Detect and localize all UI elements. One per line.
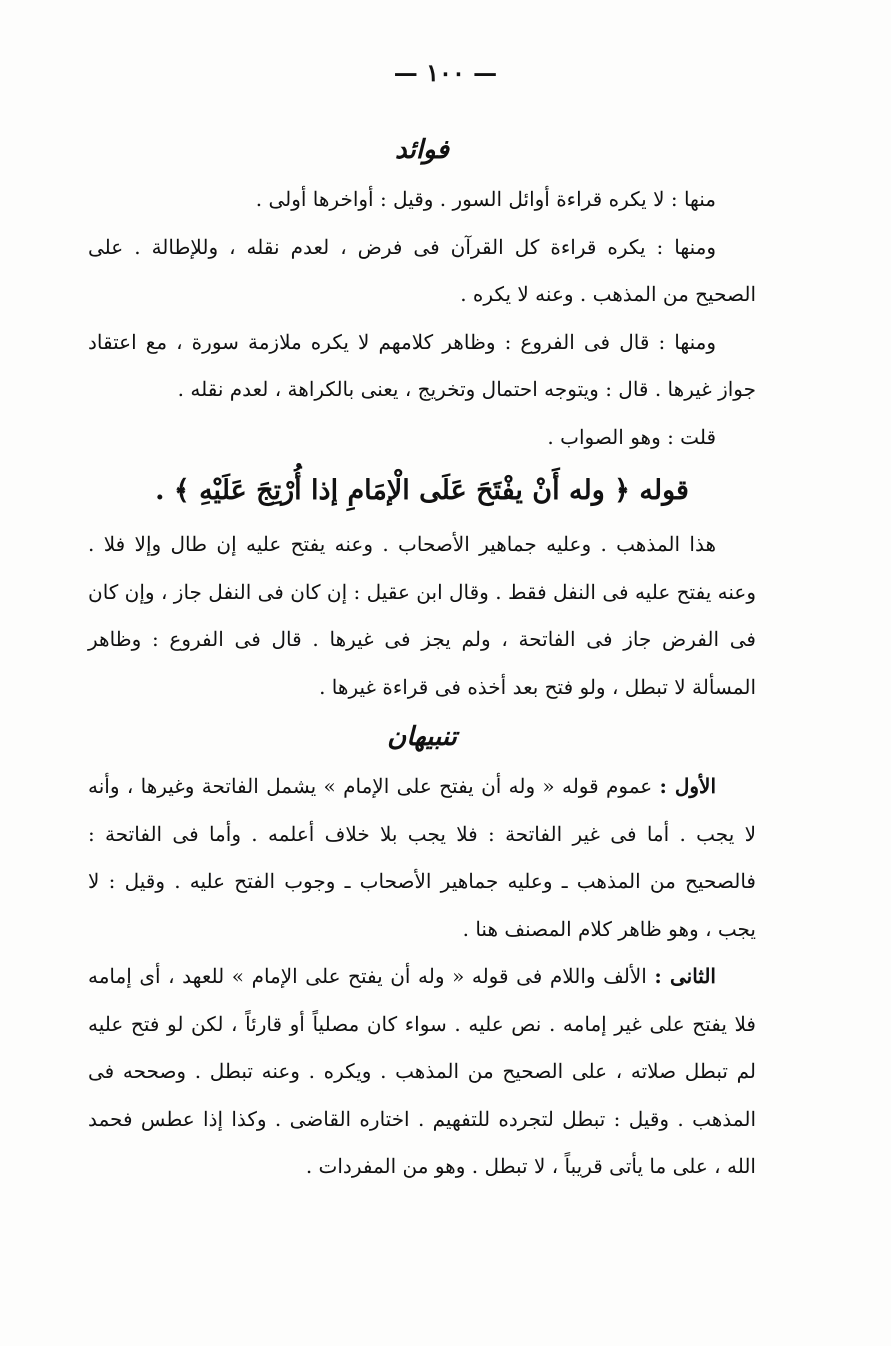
paragraph-5: هذا المذهب . وعليه جماهير الأصحاب . وعنه يفتح عليه إن طال وإلا فلا . وعنه يفتح عليه فى النفل فقط . وقال ابن عقيل : إن كان فى النفل جاز ، وإن كان فى الفرض جاز فى الفاتحة ، ولم يجز فى غيرها . قال فى الفروع : وظاهر المسألة لا تبطل ، ولو فتح بعد أخذه فى قراءة غيرها .: [88, 532, 756, 699]
page-number: — ١٠٠ —: [393, 58, 498, 87]
section-heading-tanbihan: تنبيهان: [387, 722, 457, 752]
paragraph-awwal-text: عموم قوله « وله أن يفتح على الإمام » يشمل الفاتحة وغيرها ، وأنه لا يجب . أما فى غير الفاتحة : فلا يجب بلا خلاف أعلمه . وأما فى الفاتحة : فالصحيح من المذهب ـ وعليه جماهير الأصحاب ـ وجوب الفتح عليه . وقيل : لا يجب ، وهو ظاهر كلام المصنف هنا .: [88, 774, 756, 941]
paragraph-3: ومنها : قال فى الفروع : وظاهر كلامهم لا يكره ملازمة سورة ، مع اعتقاد جواز غيرها . قال : ويتوجه احتمال وتخريج ، يعنى بالكراهة ، لعدم نقله .: [88, 329, 756, 401]
section-heading-fawaid: فوائد: [395, 135, 449, 165]
paragraph-thani: [88, 953, 756, 1191]
paragraph-4: قلت : وهو الصواب .: [547, 424, 716, 449]
quoted-verse: قوله ﴿ وله أَنْ يفْتَحَ عَلَى الْإمَامِ إذا أُرْتِجَ عَلَيْهِ ﴾ .: [155, 475, 689, 506]
paragraph-1: منها : لا يكره قراءة أوائل السور . وقيل : أواخرها أولى .: [255, 187, 716, 211]
paragraph-thani-text: الألف واللام فى قوله « وله أن يفتح على الإمام » للعهد ، أى إمامه فلا يفتح على غير إمامه . نص عليه . سواء كان مصلياً أو قارئاً ، لكن لو فتح عليه لم تبطل صلاته ، على الصحيح من المذهب . ويكره . وعنه تبطل . وصححه فى المذهب . وقيل : تبطل لتجرده للتفهيم . اختاره القاضى . وكذا إذا عطس فحمد الله ، على ما يأتى قريباً ، لا تبطل . وهو من المفردات .: [88, 964, 756, 1178]
paragraph-awwal-lead: الأول :: [659, 774, 717, 798]
paragraph-awwal: [88, 763, 756, 953]
paragraph-thani-lead: الثانى :: [654, 964, 716, 988]
paragraph-2: ومنها : يكره قراءة كل القرآن فى فرض ، لعدم نقله ، وللإطالة . على الصحيح من المذهب . وعنه لا يكره .: [88, 234, 756, 306]
page-body: [88, 118, 756, 1191]
